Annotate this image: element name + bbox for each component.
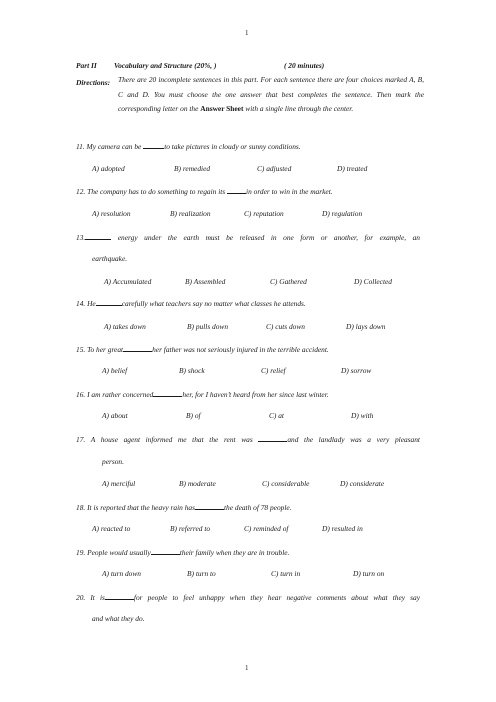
question-17-continued: person.: [102, 457, 124, 466]
q15-option-a: A) belief: [102, 366, 128, 375]
q16-option-c: C) at: [269, 411, 284, 420]
question-17: 17. A house agent informed me that the rent was and the landlady was a very pleasant: [76, 435, 420, 444]
section-time: ( 20 minutes): [284, 61, 325, 70]
q13-option-b: B) Assembled: [185, 277, 226, 286]
page-number-bottom: 1: [245, 664, 249, 672]
directions-text: There are 20 incomplete sentences in this part. For each sentence there are four choices marked A, B, C and D. You must choose the one answer that best completes the sentence. Then mark the corresponding letter on the Answer Sheet with a single line through the center.: [118, 75, 424, 114]
answer-blank: [85, 232, 111, 240]
q17-option-b: B) moderate: [179, 479, 216, 488]
q14-option-d: D) lays down: [346, 322, 386, 331]
q12-option-b: B) realization: [170, 209, 211, 218]
q18-option-d: D) resulted in: [322, 524, 363, 533]
question-16: 16. I am rather concerned her, for I haven’t heard from her since last winter.: [76, 390, 329, 399]
question-13: 13. energy under the earth must be released in one form or another, for example, an: [76, 233, 420, 242]
answer-blank: [123, 344, 152, 352]
q12-option-c: C) reputation: [244, 209, 284, 218]
q11-option-d: D) treated: [337, 164, 368, 173]
q12-option-d: D) regulation: [322, 209, 363, 218]
q16-option-a: A) about: [102, 411, 128, 420]
section-title: Vocabulary and Structure (20%, ): [114, 61, 217, 70]
q17-option-c: C) considerable: [262, 479, 310, 488]
q12-option-a: A) resolution: [92, 209, 131, 218]
answer-blank: [105, 592, 134, 600]
answer-blank: [153, 389, 182, 397]
q19-option-d: D) turn on: [353, 569, 385, 578]
q13-option-c: C) Gathered: [270, 277, 307, 286]
q15-option-c: C) relief: [261, 366, 286, 375]
q19-option-a: A) turn down: [102, 569, 142, 578]
q18-option-b: B) referred to: [170, 524, 211, 533]
answer-blank: [143, 141, 164, 149]
question-11: 11. My camera can be to take pictures in cloudy or sunny conditions.: [76, 142, 301, 151]
q14-option-a: A) takes down: [104, 322, 146, 331]
q17-option-a: A) merciful: [102, 479, 136, 488]
question-13-continued: earthquake.: [92, 254, 128, 263]
answer-blank: [227, 186, 246, 194]
section-part: Part II: [76, 61, 97, 70]
q11-option-c: C) adjusted: [257, 164, 292, 173]
q14-option-b: B) pulls down: [187, 322, 229, 331]
q17-option-d: D) considerate: [340, 479, 385, 488]
question-14: 14. He carefully what teachers say no matter what classes he attends.: [76, 299, 306, 308]
q11-option-b: B) remedied: [174, 164, 211, 173]
question-18: 18. It is reported that the heavy rain has the death of 78 people.: [76, 503, 292, 512]
page-number-top: 1: [245, 29, 249, 37]
q19-option-b: B) turn to: [187, 569, 216, 578]
q15-option-b: B) shock: [179, 366, 205, 375]
q14-option-c: C) cuts down: [266, 322, 306, 331]
question-20: 20. It is for people to feel unhappy when they hear negative comments about what they say: [76, 593, 420, 602]
q16-option-d: D) with: [351, 411, 374, 420]
q11-option-a: A) adopted: [92, 164, 125, 173]
answer-sheet-bold: Answer Sheet: [200, 104, 244, 114]
answer-blank: [195, 502, 224, 510]
answer-blank: [96, 298, 122, 306]
answer-blank: [151, 547, 180, 555]
q15-option-d: D) sorrow: [341, 366, 372, 375]
q18-option-a: A) reacted to: [92, 524, 131, 533]
question-19: 19. People would usually their family when they are in trouble.: [76, 548, 290, 557]
answer-blank: [258, 434, 287, 442]
question-20-continued: and what they do.: [92, 614, 145, 623]
question-12: 12. The company has to do something to regain its in order to win in the market.: [76, 187, 333, 196]
q13-option-d: D) Collected: [354, 277, 392, 286]
q13-option-a: A) Accumulated: [104, 277, 152, 286]
q18-option-c: C) reminded of: [244, 524, 289, 533]
q19-option-c: C) turn in: [271, 569, 301, 578]
question-15: 15. To her great her father was not seriously injured in the terrible accident.: [76, 345, 329, 354]
directions-label: Directions:: [76, 78, 111, 87]
q16-option-b: B) of: [186, 411, 201, 420]
